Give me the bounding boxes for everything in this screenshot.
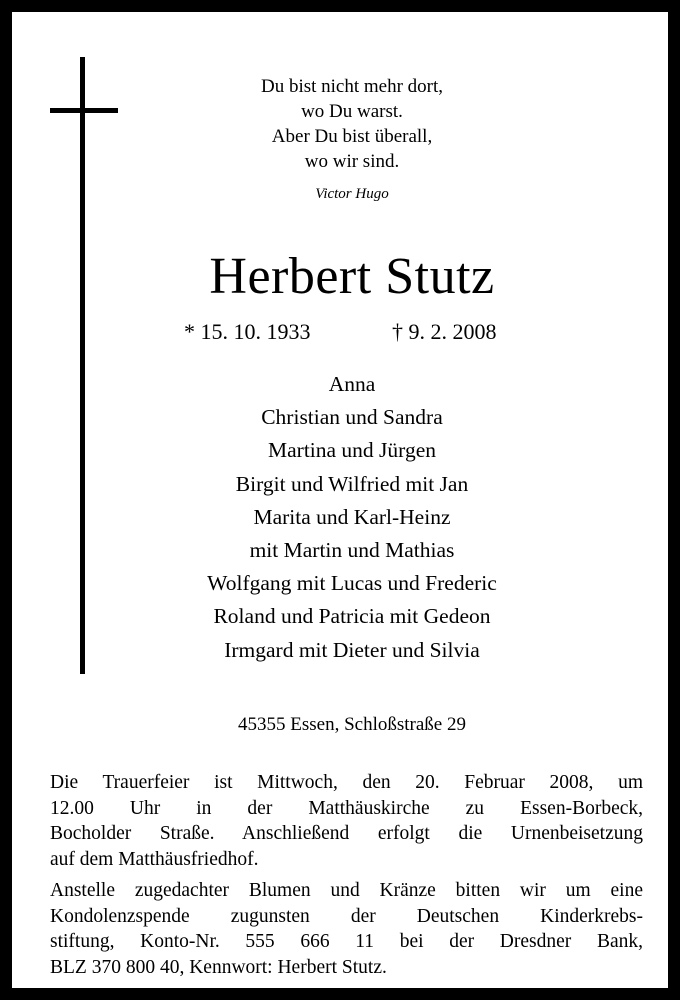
donation-info-line: BLZ 370 800 40, Kennwort: Herbert Stutz. xyxy=(50,956,387,978)
family-member: Christian und Sandra xyxy=(261,405,443,430)
donation-info-line: Kondolenzspende zugunsten der Deutschen Kinderkrebs- xyxy=(50,905,643,927)
funeral-info-line: auf dem Matthäusfriedhof. xyxy=(50,848,259,870)
cross-icon-bar xyxy=(50,108,118,113)
poem-line: wo Du warst. xyxy=(301,101,403,122)
birth-date: * 15. 10. 1933 xyxy=(184,319,311,344)
family-member: Martina und Jürgen xyxy=(268,438,436,463)
poem-author: Victor Hugo xyxy=(315,186,389,202)
deceased-name: Herbert Stutz xyxy=(209,248,495,305)
funeral-info-line: Bocholder Straße. Anschließend erfolgt die Urnenbeisetzung xyxy=(50,823,643,844)
family-member: Birgit und Wilfried mit Jan xyxy=(235,471,469,496)
cross-icon xyxy=(80,57,85,674)
address: 45355 Essen, Schloßstraße 29 xyxy=(238,714,466,735)
family-member: Roland und Patricia mit Gedeon xyxy=(213,604,491,629)
funeral-info xyxy=(50,770,643,872)
family-member: Wolfgang mit Lucas und Frederic xyxy=(207,571,497,596)
death-date: † 9. 2. 2008 xyxy=(392,319,497,344)
poem-line: wo wir sind. xyxy=(304,151,400,172)
family-member: Marita und Karl-Heinz xyxy=(253,504,451,529)
funeral-info-line: Die Trauerfeier ist Mittwoch, den 20. Februar 2008, um xyxy=(50,772,643,793)
family-member: Irmgard mit Dieter und Silvia xyxy=(224,637,480,662)
donation-info xyxy=(50,878,643,980)
donation-info-line: Anstelle zugedachter Blumen und Kränze bitten wir um eine xyxy=(50,880,643,901)
family-list xyxy=(122,368,582,667)
poem-line: Aber Du bist überall, xyxy=(271,126,433,147)
family-member: mit Martin und Mathias xyxy=(249,538,455,563)
family-member: Anna xyxy=(328,372,376,396)
funeral-info-line: 12.00 Uhr in der Matthäuskirche zu Essen-Borbeck, xyxy=(50,797,643,819)
poem xyxy=(122,74,582,174)
poem-line: Du bist nicht mehr dort, xyxy=(260,76,444,97)
donation-info-line: stiftung, Konto-Nr. 555 666 11 bei der Dresdner Bank, xyxy=(50,931,643,952)
